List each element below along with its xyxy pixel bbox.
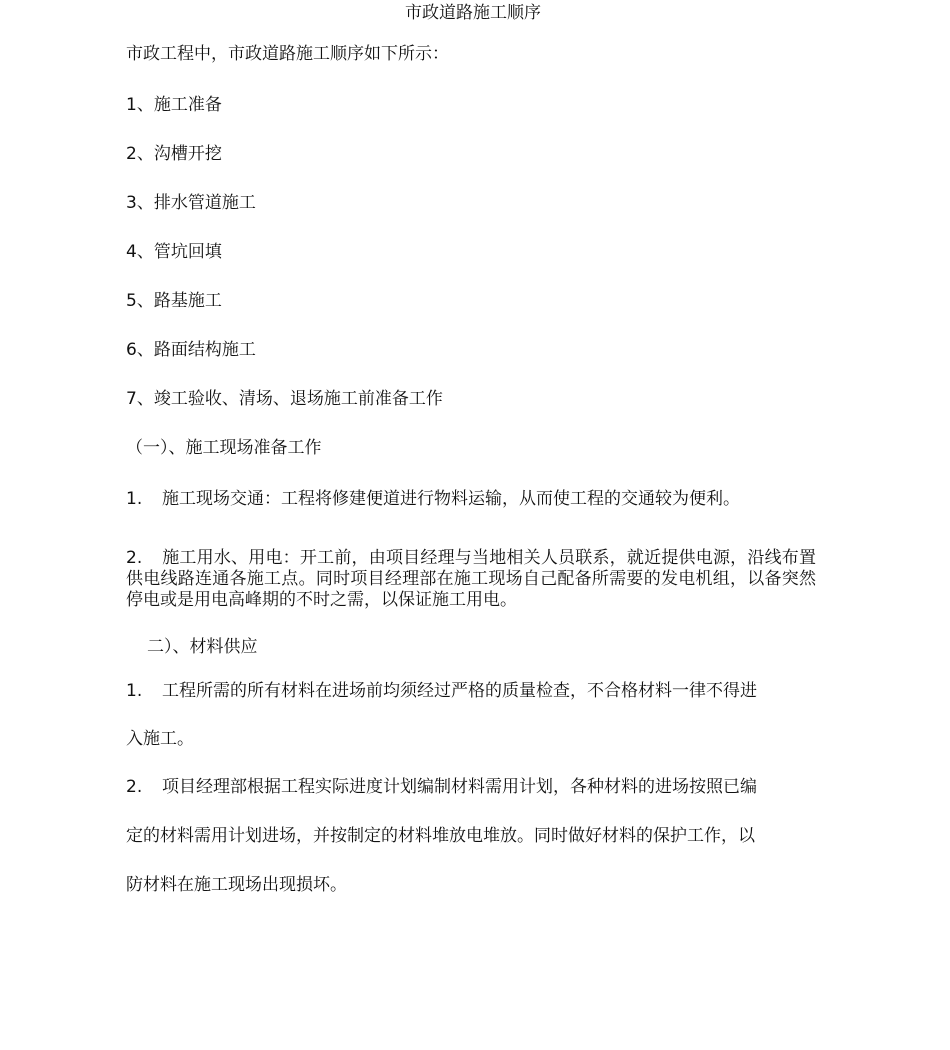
- section-heading-site-prep: （一）、施工现场准备工作: [126, 438, 322, 458]
- material-item-2-line2: 定的材料需用计划进场，并按制定的材料堆放电堆放。同时做好材料的保护工作，以: [126, 826, 755, 846]
- step-item: 2、沟槽开挖: [126, 144, 222, 164]
- intro-text: 市政工程中，市政道路施工顺序如下所示：: [126, 44, 449, 64]
- material-item-2-line3: 防材料在施工现场出现损坏。: [126, 875, 347, 895]
- material-item-1-line2: 入施工。: [126, 729, 194, 749]
- material-item-2-line1: [126, 777, 757, 797]
- item-number: 2.: [126, 548, 143, 568]
- item-text: 施工现场交通：工程将修建便道进行物料运输，从而使工程的交通较为便利。: [162, 489, 740, 509]
- step-item: 7、竣工验收、清场、退场施工前准备工作: [126, 389, 443, 409]
- item-text: 施工用水、用电：开工前，由项目经理与当地相关人员联系，就近提供电源，沿线布置供电线路连通各施工点。同时项目经理部在施工现场自己配备所需要的发电机组，以备突然停电或是用电高峰期的不时之需，以保证施工用电。: [126, 548, 816, 610]
- step-item: 4、管坑回填: [126, 242, 222, 262]
- item-text: 工程所需的所有材料在进场前均须经过严格的质量检查，不合格材料一律不得进: [162, 681, 757, 701]
- section-heading-material-supply: 二）、材料供应: [147, 637, 258, 657]
- item-text: 项目经理部根据工程实际进度计划编制材料需用计划，各种材料的进场按照已编: [162, 777, 757, 797]
- material-item-1-line1: [126, 681, 757, 701]
- item-number: 1.: [126, 489, 143, 509]
- step-item: 5、路基施工: [126, 291, 222, 311]
- document-title: 市政道路施工顺序: [405, 3, 541, 23]
- step-item: 6、路面结构施工: [126, 340, 256, 360]
- site-prep-item-utilities: [126, 548, 816, 611]
- step-item: 1、施工准备: [126, 95, 222, 115]
- item-number: 2.: [126, 777, 143, 797]
- site-prep-item-traffic: [126, 489, 740, 509]
- item-number: 1.: [126, 681, 143, 701]
- step-item: 3、排水管道施工: [126, 193, 256, 213]
